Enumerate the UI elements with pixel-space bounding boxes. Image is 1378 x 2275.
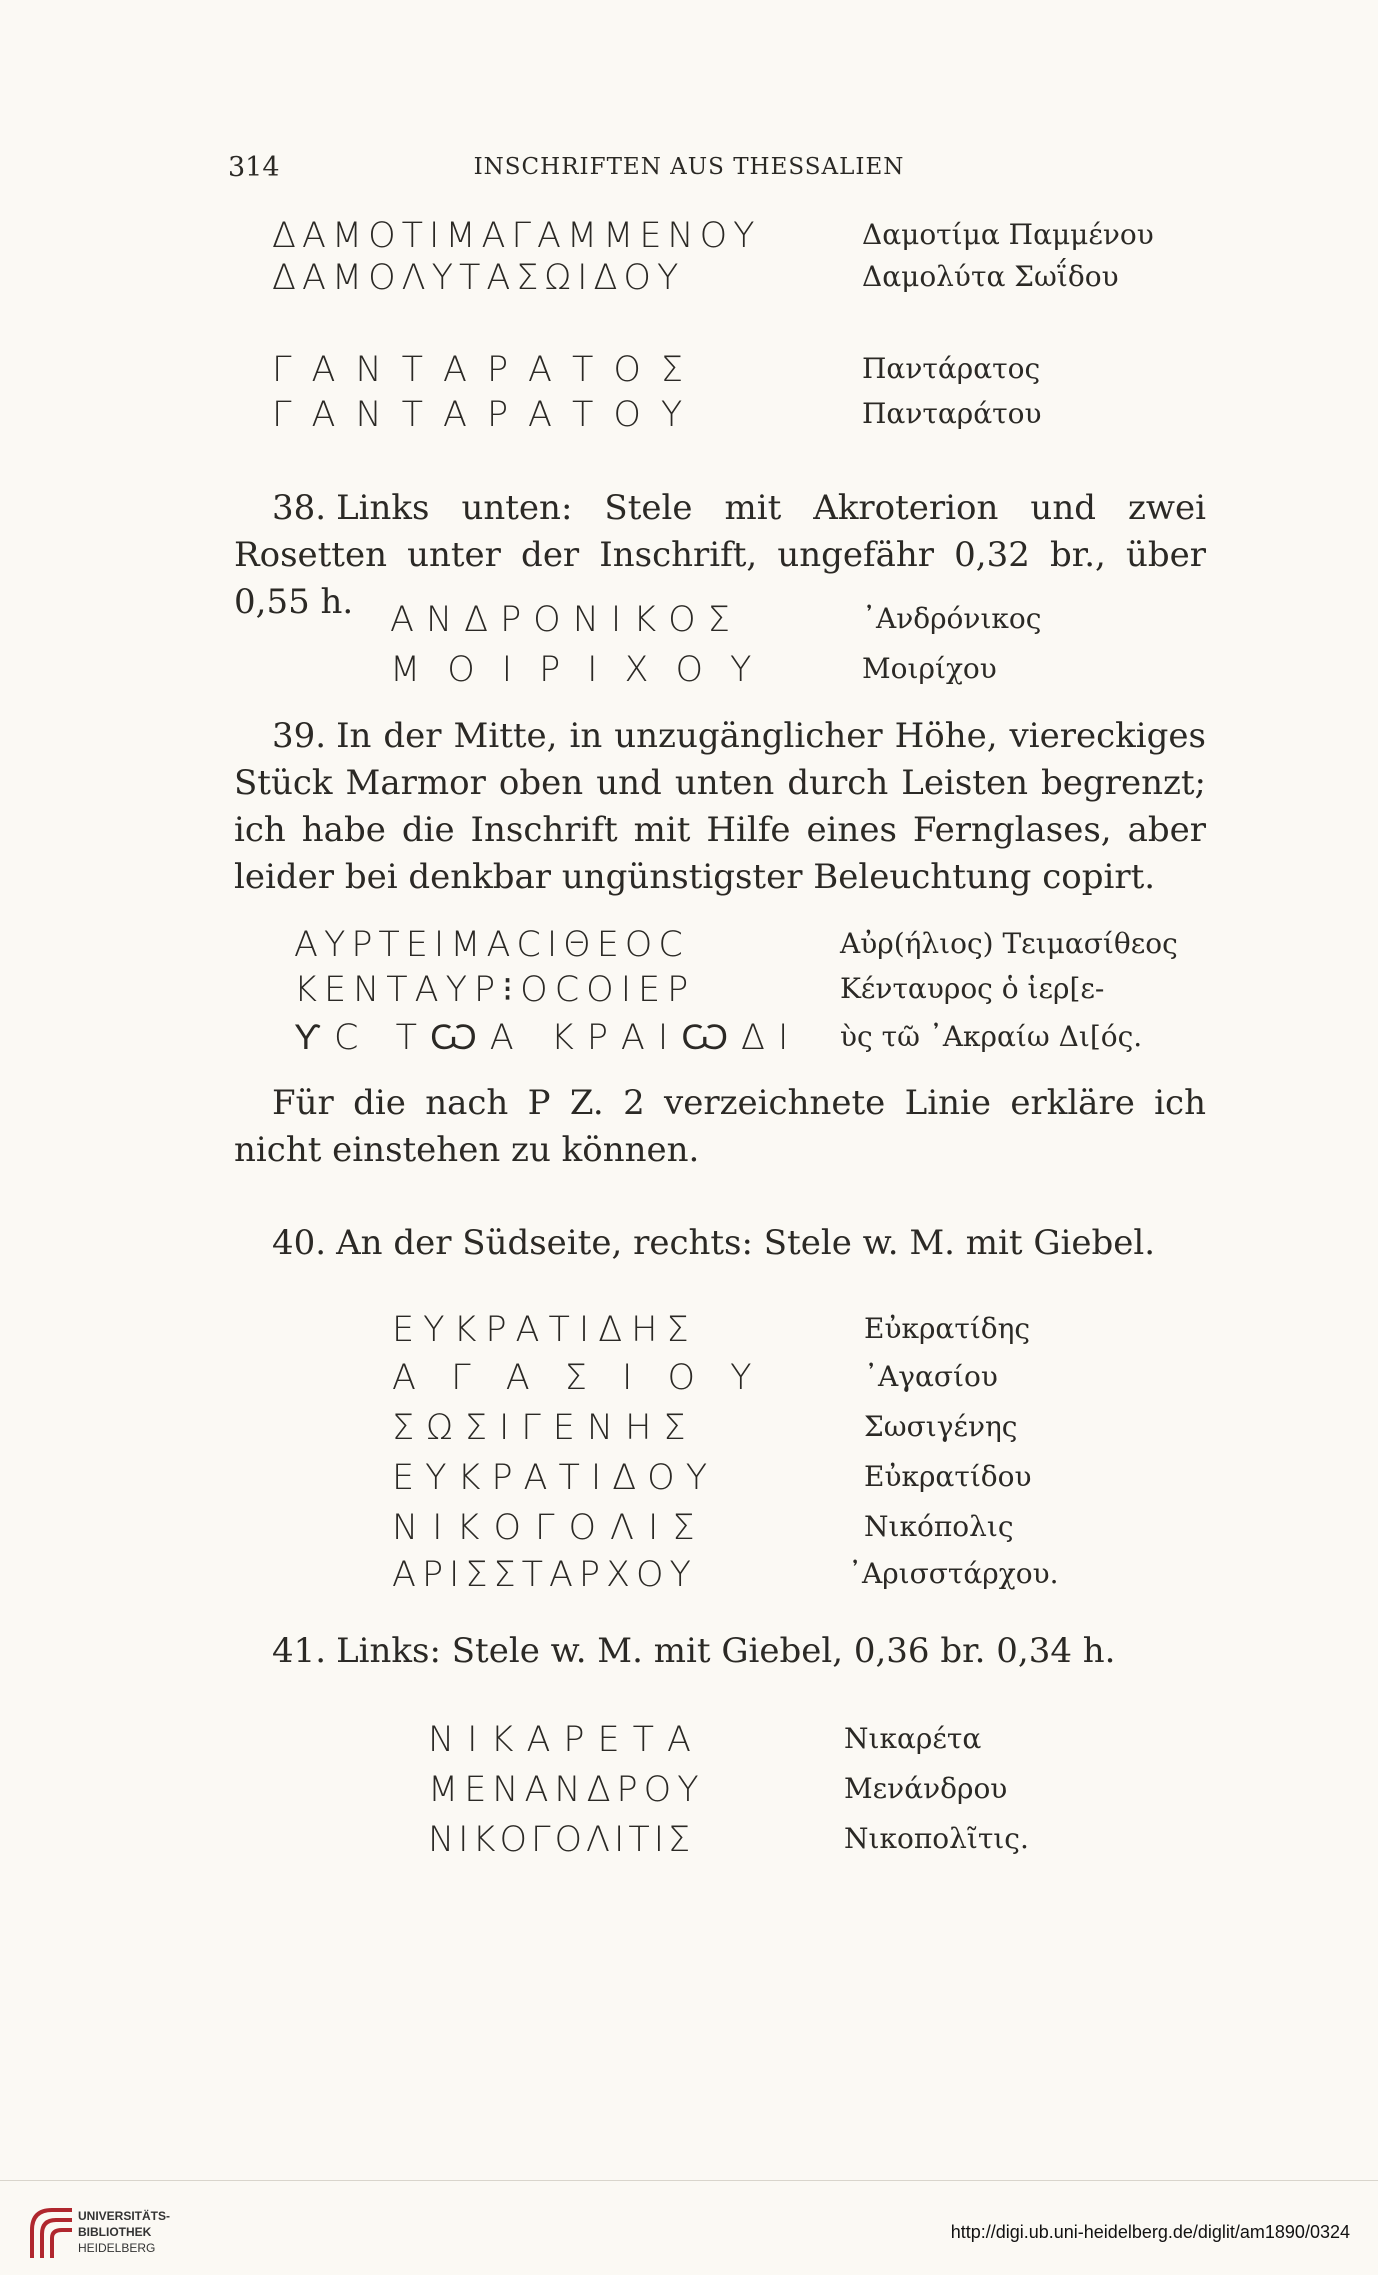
inscription-text: Α Γ Α Σ Ι Ο Υ bbox=[392, 1358, 764, 1398]
inscription-text: ΑΥΡΤΕΙΜΑCΙΘΕΟC bbox=[294, 925, 689, 965]
transcription-text: Νικόπολις bbox=[864, 1510, 1014, 1543]
page-header bbox=[228, 152, 1150, 192]
inscription-text: ΕΥΚΡΑΤΙΔΗΣ bbox=[392, 1310, 698, 1350]
inscription-text: ΓΑΝΤΑΡΑΤΟΣ bbox=[272, 350, 704, 390]
transcription-text: Αὐρ(ήλιος) Τειμασίθεος bbox=[840, 927, 1178, 960]
library-name-line: UNIVERSITÄTS- bbox=[78, 2209, 171, 2223]
inscription-line bbox=[0, 925, 1378, 975]
inscription-line bbox=[0, 970, 1378, 1020]
transcription-text: Πανταράτου bbox=[862, 397, 1042, 430]
transcription-text: Μενάνδρου bbox=[844, 1772, 1008, 1805]
inscription-line bbox=[0, 1770, 1378, 1820]
transcription-text: Δαμολύτα Σωΐδου bbox=[862, 260, 1119, 293]
paragraph-note bbox=[234, 1080, 1206, 1174]
transcription-text: Σωσιγένης bbox=[864, 1410, 1018, 1443]
inscription-line bbox=[0, 350, 1378, 400]
paragraph-41 bbox=[234, 1628, 1206, 1675]
inscription-text: ΝΙΚΑΡΕΤΑ bbox=[428, 1720, 704, 1760]
inscription-line bbox=[0, 650, 1378, 700]
transcription-text: ᾿Ανδρόνικος bbox=[862, 602, 1042, 635]
inscription-text: ΓΑΝΤΑΡΑΤΟΥ bbox=[272, 395, 703, 435]
paragraph-text: In der Mitte, in unzugänglicher Höhe, viereckiges Stück Marmor oben und unten durch Leisten begrenzt; ich habe die Inschrift mit Hilfe eines Fernglases, aber leider bei denkbar ungünstigster Beleuchtung copirt. bbox=[234, 716, 1206, 897]
transcription-text: Νικαρέτα bbox=[844, 1722, 982, 1755]
transcription-text: ὺς τῶ ᾿Ακραίω Δι[ός. bbox=[840, 1020, 1143, 1053]
transcription-text: Παντάρατος bbox=[862, 352, 1041, 385]
transcription-text: Εὐκρατίδου bbox=[864, 1460, 1032, 1493]
inscription-line bbox=[0, 1018, 1378, 1068]
inscription-line bbox=[0, 1358, 1378, 1408]
inscription-text: ΝΙΚΟΓΟΛΙΤΙΣ bbox=[428, 1820, 695, 1860]
inscription-text: ΕΥΚΡΑΤΙΔΟΥ bbox=[392, 1458, 719, 1498]
inscription-line bbox=[0, 1408, 1378, 1458]
section-number: 40. bbox=[272, 1223, 327, 1263]
library-name-line: BIBLIOTHEK bbox=[78, 2225, 152, 2239]
inscription-line bbox=[0, 1720, 1378, 1770]
footer-divider bbox=[0, 2180, 1378, 2181]
transcription-text: Νικοπολῖτις. bbox=[844, 1822, 1029, 1855]
paragraph-text: Für die nach Ρ Z. 2 verzeichnete Linie erkläre ich nicht einstehen zu können. bbox=[234, 1083, 1206, 1170]
inscription-text: ΝΙΚΟΓΟΛΙΣ bbox=[392, 1508, 709, 1548]
inscription-text: ΔΑΜΟΤΙΜΑΓΑΜΜΕΝΟΥ bbox=[272, 216, 761, 256]
paragraph-text: Links: Stele w. M. mit Giebel, 0,36 br. 0,34 h. bbox=[336, 1631, 1116, 1671]
paragraph-40 bbox=[234, 1220, 1206, 1267]
inscription-text: ΜΕΝΑΝΔΡΟΥ bbox=[428, 1770, 705, 1810]
inscription-line bbox=[0, 258, 1378, 308]
transcription-text: Μοιρίχου bbox=[862, 652, 997, 685]
library-name bbox=[78, 2208, 170, 2256]
paragraph-text: An der Südseite, rechts: Stele w. M. mit Giebel. bbox=[336, 1223, 1156, 1263]
section-number: 41. bbox=[272, 1631, 327, 1671]
inscription-text: ϒC ΤѠΑ ΚΡΑΙѠΔΙ bbox=[294, 1018, 802, 1058]
transcription-text: Δαμοτίμα Παμμένου bbox=[862, 218, 1154, 251]
paragraph-39 bbox=[234, 713, 1206, 901]
inscription-text: ΑΡΙΣΣΤΑΡΧΟΥ bbox=[392, 1555, 697, 1595]
transcription-text: ᾿Αγασίου bbox=[864, 1360, 998, 1393]
page-number: 314 bbox=[228, 152, 280, 183]
inscription-text: ΚΕΝΤΑΥΡ⁝ΟCΟΙΕΡ bbox=[294, 970, 696, 1010]
inscription-line bbox=[0, 1555, 1378, 1605]
inscription-line bbox=[0, 1310, 1378, 1360]
inscription-line bbox=[0, 1820, 1378, 1870]
inscription-line bbox=[0, 395, 1378, 445]
inscription-line bbox=[0, 1508, 1378, 1558]
inscription-text: ΔΑΜΟΛΥΤΑΣΩΙΔΟΥ bbox=[272, 258, 685, 298]
transcription-text: Εὐκρατίδης bbox=[864, 1312, 1031, 1345]
inscription-text: ΜΟΙΡΙΧΟΥ bbox=[390, 650, 779, 690]
paragraph-text: Links unten: Stele mit Akroterion und zwei Rosetten unter der Inschrift, ungefähr 0,32 br., über 0,55 h. bbox=[234, 488, 1206, 622]
inscription-text: ΑΝΔΡΟΝΙΚΟΣ bbox=[390, 600, 742, 640]
inscription-line bbox=[0, 600, 1378, 650]
inscription-line bbox=[0, 1458, 1378, 1508]
source-url-link[interactable]: http://digi.ub.uni-heidelberg.de/diglit/am1890/0324 bbox=[950, 2222, 1350, 2242]
section-number: 38. bbox=[272, 488, 327, 528]
transcription-text: Κένταυρος ὁ ἱερ[ε- bbox=[840, 972, 1105, 1005]
inscription-text: ΣΩΣΙΓΕΝΗΣ bbox=[392, 1408, 698, 1448]
transcription-text: ᾿Αρισστάρχου. bbox=[848, 1557, 1059, 1590]
section-number: 39. bbox=[272, 716, 327, 756]
running-title: INSCHRIFTEN AUS THESSALIEN bbox=[473, 154, 905, 180]
library-name-line: HEIDELBERG bbox=[78, 2241, 156, 2255]
